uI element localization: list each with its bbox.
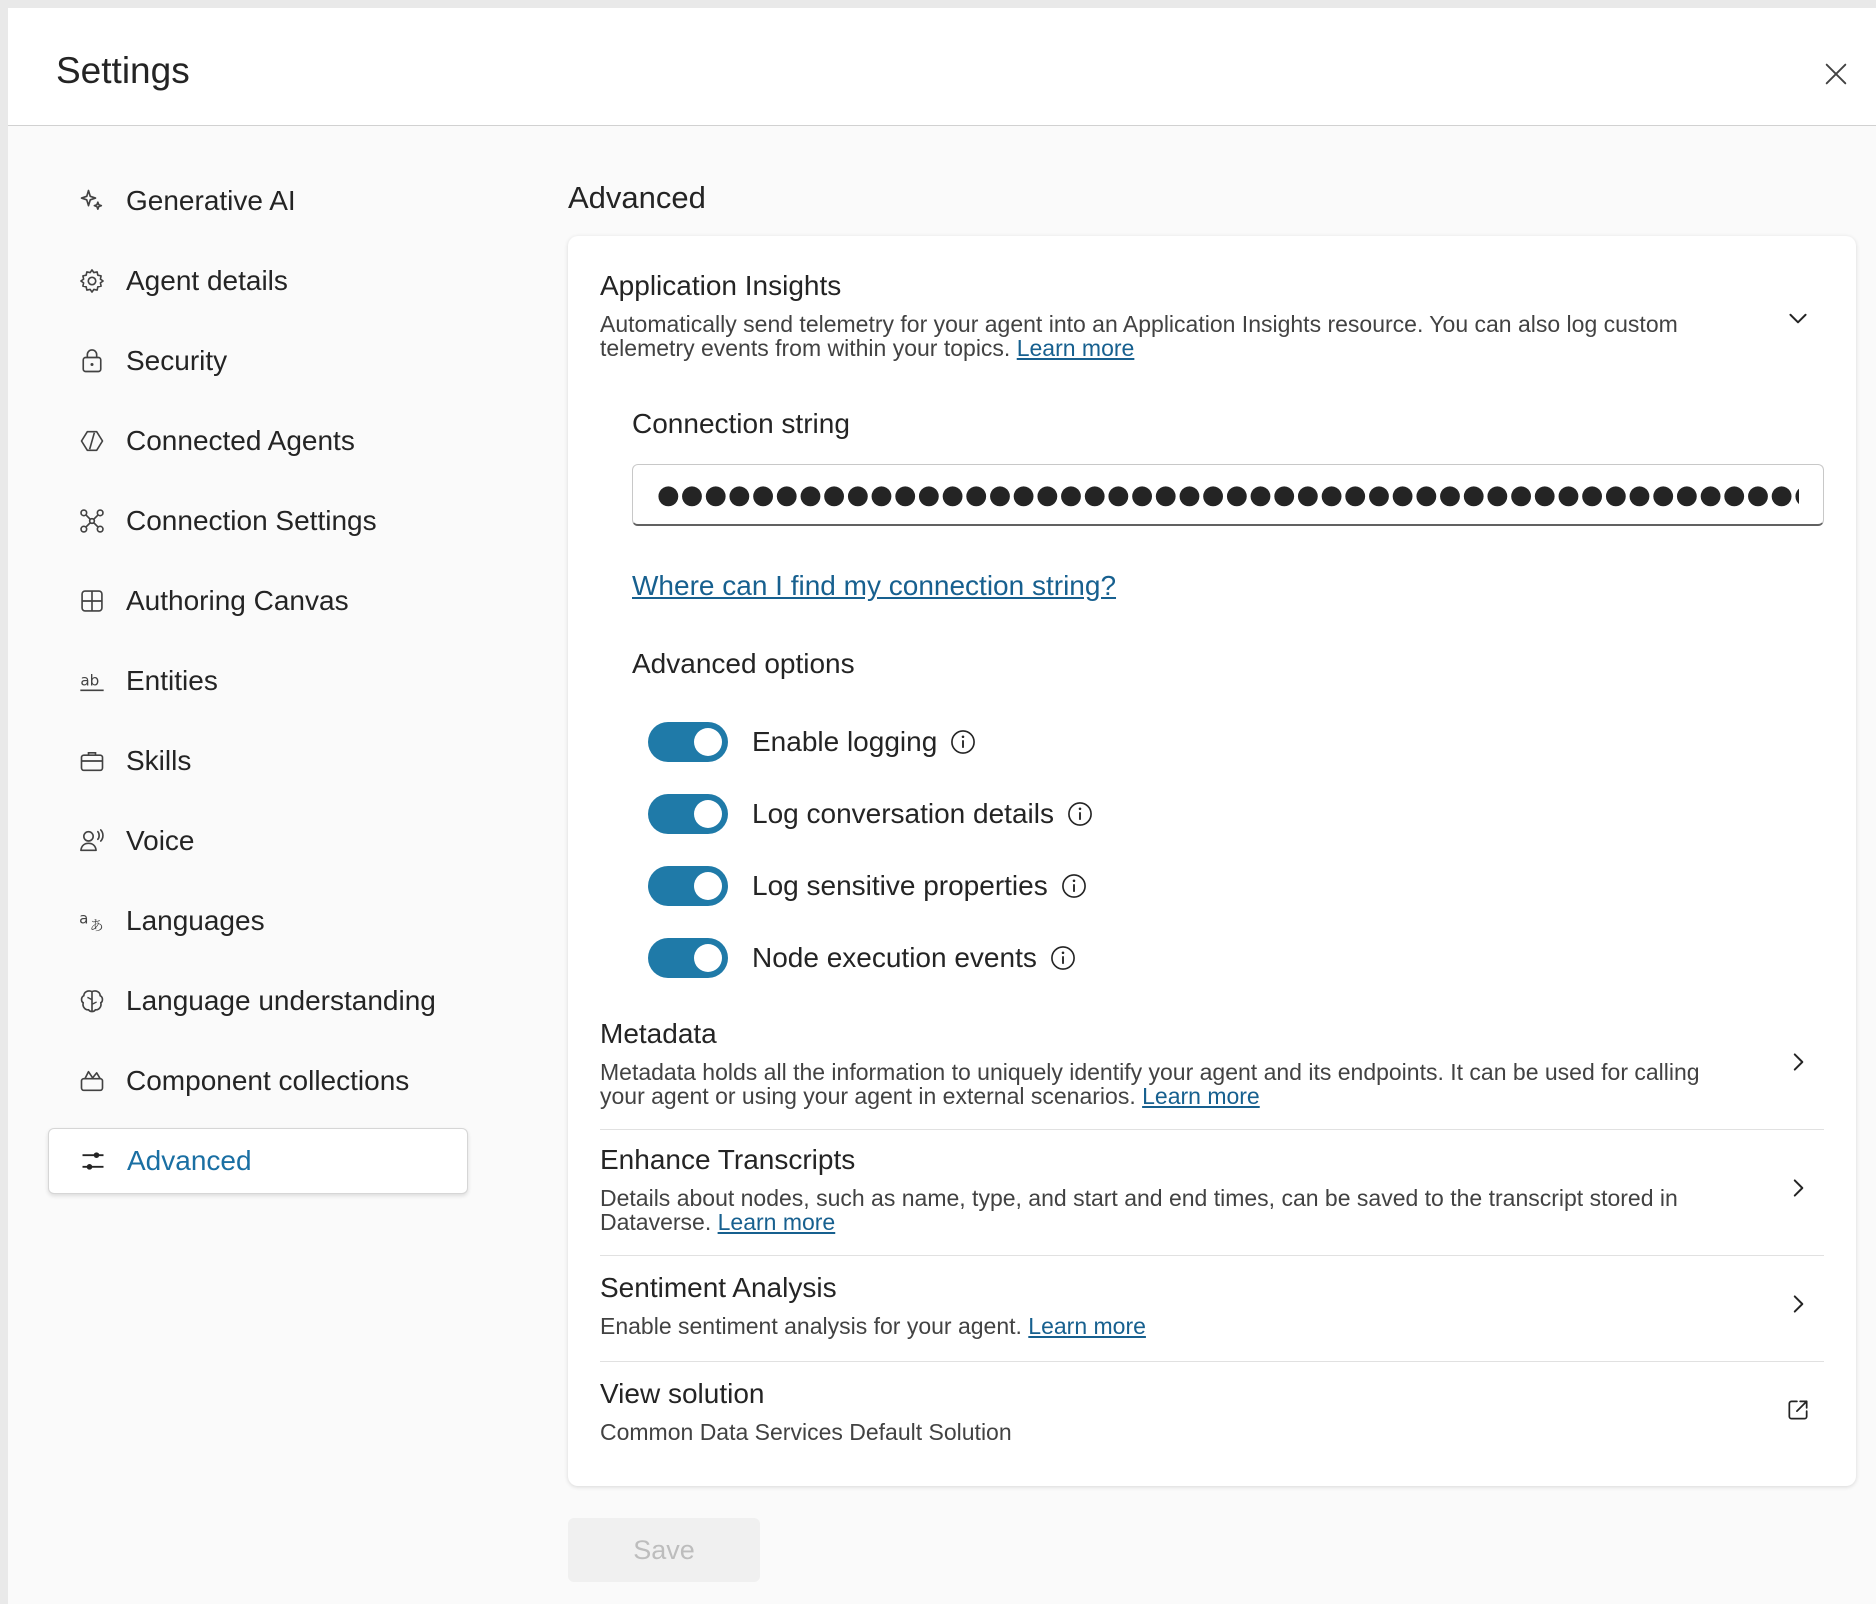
node-execution-events-toggle[interactable]: [648, 938, 728, 978]
transcripts-learn-more-link[interactable]: Learn more: [717, 1209, 836, 1235]
sidebar-item-generative-ai[interactable]: [48, 168, 468, 234]
chevron-right-icon: [1785, 1175, 1811, 1201]
sidebar-item-connection-settings[interactable]: [48, 488, 468, 554]
info-icon[interactable]: [1049, 944, 1077, 972]
voice-icon: [78, 827, 106, 855]
languages-icon: [78, 907, 106, 935]
connection-string-input[interactable]: [632, 464, 1824, 526]
sidebar-item-connected-agents[interactable]: [48, 408, 468, 474]
sidebar-item-label: Advanced: [127, 1145, 252, 1176]
divider: [600, 1129, 1824, 1130]
metadata-title: Metadata: [600, 1018, 717, 1049]
sidebar-item-label: Languages: [126, 905, 265, 936]
info-icon[interactable]: [1066, 800, 1094, 828]
sliders-icon: [79, 1147, 107, 1175]
sidebar-item-language-understanding[interactable]: [48, 968, 468, 1034]
chevron-right-icon: [1785, 1049, 1811, 1075]
sentiment-learn-more-link[interactable]: Learn more: [1028, 1313, 1146, 1339]
connection-icon: [78, 507, 106, 535]
chevron-down-icon: [1785, 305, 1811, 331]
metadata-learn-more-link[interactable]: Learn more: [1142, 1083, 1260, 1109]
sidebar-item-skills[interactable]: [48, 728, 468, 794]
toggle-label: Log sensitive properties: [752, 870, 1048, 901]
toggle-row-enable-logging: [648, 720, 977, 764]
sidebar-item-label: Connection Settings: [126, 505, 377, 536]
enable-logging-toggle[interactable]: [648, 722, 728, 762]
sidebar-item-label: Voice: [126, 825, 195, 856]
sidebar-item-advanced[interactable]: [48, 1128, 468, 1194]
view-solution-description: Common Data Services Default Solution: [600, 1419, 1012, 1445]
svg-text:ab: ab: [80, 671, 100, 690]
grid-icon: [78, 587, 106, 615]
save-button[interactable]: Save: [568, 1518, 760, 1582]
metadata-description: Metadata holds all the information to uniquely identify your agent and its endpoints. It can be used for calling your agent or using your agent in external scenarios. Learn more: [600, 1059, 1700, 1109]
sparkle-icon: [78, 187, 106, 215]
toggle-label: Enable logging: [752, 726, 938, 757]
sidebar-item-entities[interactable]: [48, 648, 468, 714]
chevron-right-icon: [1785, 1291, 1811, 1317]
toggle-label: Node execution events: [752, 942, 1037, 973]
collections-icon: [78, 1067, 106, 1095]
close-button[interactable]: [1814, 52, 1858, 96]
sidebar-item-label: Connected Agents: [126, 425, 355, 456]
connection-string-label: Connection string: [632, 408, 850, 439]
toggle-row-log-conversation-details: [648, 792, 1094, 836]
toggle-label: Log conversation details: [752, 798, 1054, 829]
connection-string-help-link[interactable]: Where can I find my connection string?: [632, 570, 1117, 601]
sidebar-item-label: Language understanding: [126, 985, 436, 1016]
app-insights-collapse-button[interactable]: [1780, 300, 1816, 336]
sidebar-nav: [48, 168, 468, 1208]
settings-dialog: [8, 8, 1876, 1604]
dialog-header: [8, 8, 1876, 126]
sidebar-item-voice[interactable]: [48, 808, 468, 874]
view-solution-open-button[interactable]: [1780, 1392, 1816, 1428]
page-title: Advanced: [568, 180, 706, 215]
sidebar-item-security[interactable]: [48, 328, 468, 394]
toggle-row-log-sensitive-properties: [648, 864, 1088, 908]
sidebar-item-label: Generative AI: [126, 185, 296, 216]
sidebar-item-languages[interactable]: [48, 888, 468, 954]
app-insights-learn-more-link[interactable]: Learn more: [1016, 335, 1135, 361]
sidebar-item-label: Security: [126, 345, 228, 376]
sidebar-item-label: Agent details: [126, 265, 288, 296]
divider: [600, 1255, 1824, 1256]
advanced-settings-card: [568, 236, 1856, 1486]
lock-icon: [78, 347, 106, 375]
close-icon: [1822, 60, 1850, 88]
sidebar-item-agent-details[interactable]: [48, 248, 468, 314]
open-external-icon: [1785, 1397, 1811, 1423]
app-insights-title: Application Insights: [600, 270, 842, 301]
transcripts-title: Enhance Transcripts: [600, 1144, 856, 1175]
dialog-title: Settings: [56, 50, 190, 91]
svg-text:あ: あ: [89, 918, 104, 935]
sidebar-item-label: Component collections: [126, 1065, 410, 1096]
sentiment-expand-button[interactable]: [1780, 1286, 1816, 1322]
transcripts-description: Details about nodes, such as name, type, and start and end times, can be saved to the transcript stored in Dataverse. Learn more: [600, 1185, 1678, 1235]
log-sensitive-properties-toggle[interactable]: [648, 866, 728, 906]
app-insights-description: Automatically send telemetry for your agent into an Application Insights resource. You can also log custom telemetry events from within your topics. Learn more: [600, 311, 1678, 361]
sentiment-description: Enable sentiment analysis for your agent. Learn more: [600, 1313, 1146, 1339]
transcripts-expand-button[interactable]: [1780, 1170, 1816, 1206]
info-icon[interactable]: [1060, 872, 1088, 900]
sidebar-item-label: Entities: [126, 665, 218, 696]
sidebar-item-authoring-canvas[interactable]: [48, 568, 468, 634]
brain-icon: [78, 987, 106, 1015]
sentiment-title: Sentiment Analysis: [600, 1272, 837, 1303]
sidebar-item-label: Authoring Canvas: [126, 585, 349, 616]
briefcase-icon: [78, 747, 106, 775]
info-icon[interactable]: [949, 728, 977, 756]
log-conversation-details-toggle[interactable]: [648, 794, 728, 834]
divider: [600, 1361, 1824, 1362]
entities-icon: [78, 667, 106, 695]
toggle-row-node-execution-events: [648, 936, 1077, 980]
sidebar-item-label: Skills: [126, 745, 192, 776]
advanced-options-label: Advanced options: [632, 648, 855, 679]
connected-agents-icon: [78, 427, 106, 455]
svg-text:a: a: [79, 909, 89, 928]
view-solution-title: View solution: [600, 1378, 765, 1409]
metadata-expand-button[interactable]: [1780, 1044, 1816, 1080]
sidebar-item-component-collections[interactable]: [48, 1048, 468, 1114]
gear-icon: [78, 267, 106, 295]
